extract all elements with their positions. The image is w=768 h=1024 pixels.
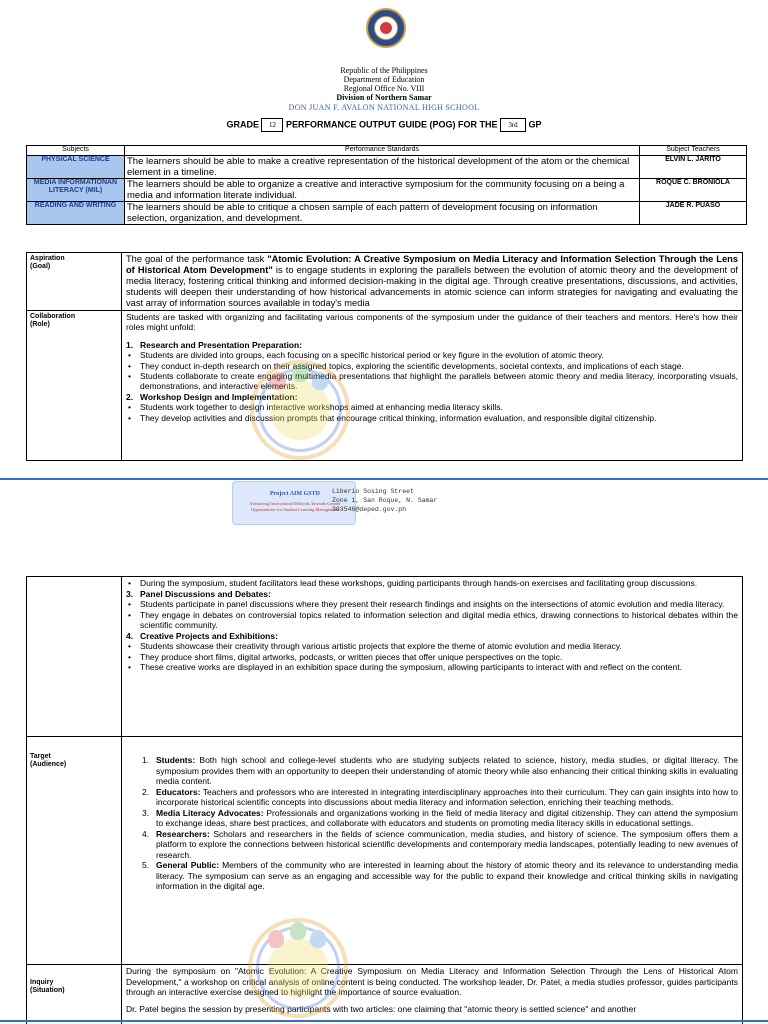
item-number: 3. <box>126 588 134 599</box>
standard-cell: The learners should be able to organize a creative and interactive symposium for the community focusing on a being a media and information literate individual. <box>125 179 640 202</box>
grade-label: GRADE <box>226 119 259 130</box>
bullet-list <box>140 641 738 673</box>
aspiration-label-title: Aspiration <box>30 255 65 262</box>
inquiry-content <box>122 965 743 1024</box>
target-label <box>27 737 122 965</box>
item-number: 1. <box>142 755 150 765</box>
header-school: DON JUAN F. AVALON NATIONAL HIGH SCHOOL <box>288 103 480 112</box>
grasps-table-page1 <box>26 252 743 461</box>
list-item <box>142 755 738 787</box>
collaboration-list <box>126 391 738 402</box>
list-item: • During the symposium, student facilitators lead these workshops, guiding participants through hands-on exercises and facilitating group discussions. <box>140 578 738 589</box>
teacher-cell: JADE R. PUASO <box>640 202 747 225</box>
collaboration-label-sub: (Role) <box>30 321 50 328</box>
footer-address <box>332 487 437 514</box>
item-title: Media Literacy Advocates: <box>156 807 264 818</box>
item-number: 2. <box>142 786 150 797</box>
list-item <box>142 807 738 829</box>
collaboration-continued-content <box>122 577 743 737</box>
collaboration-list <box>126 588 738 600</box>
table-row <box>27 156 747 179</box>
bullet-list <box>140 578 738 589</box>
col-subjects: Subjects <box>27 146 125 156</box>
item-text: Scholars and researchers in the fields of science communication, media studies, and history of science. The symposium offers them a platform to explore the connections between historical scientific developments and contemporary media landscapes, potentially leading to new avenues of research. <box>156 828 738 860</box>
item-number: 4. <box>126 630 134 641</box>
aspiration-post: is to engage students in exploring the parallels between the evolution of atomic theory and the development of media literacy, fostering critical thinking and informed decision-making in the digital age. Through creative presentations, discussions, and activities, students will deepen their understanding of how historical advancements in atomic science can inform strategies for navigating and evaluating the vast array of information sources available in today's media <box>126 265 738 308</box>
item-text: Members of the community who are interested in learning about the history of atomic theory and its relevance to understanding media literacy. The symposium can serve as an engaging and accessible way for the public to expand their knowledge and critical thinking skills in navigating information in the digital age. <box>156 860 738 891</box>
col-teachers: Subject Teachers <box>640 146 747 156</box>
item-title: Workshop Design and Implementation: <box>140 391 298 402</box>
bullet-list <box>140 599 738 631</box>
collaboration-list <box>126 339 738 350</box>
grade-value: 12 <box>261 118 283 132</box>
standards-header-row <box>27 146 747 156</box>
collaboration-continued-row <box>27 577 743 737</box>
quarter-suffix: GP <box>528 119 542 130</box>
inquiry-row <box>27 965 743 1024</box>
aspiration-content <box>122 253 743 311</box>
list-item <box>126 630 738 642</box>
inquiry-para1: During the symposium on "Atomic Evolution: A Creative Symposium on Media Literacy and Information Selection Through the Lens of Historical Atom Development," a workshop on critical analysis of online content is being conducted. The workshop leader, Dr. Patel, a media studies professor, guides participants through an interactive exercise designed to highlight the importance of source evaluation. <box>126 966 738 997</box>
task-title: "Atomic Evolution: A Creative Symposium on Media Literacy and Information Selection Through the Lens of Historical Atom Development" <box>126 254 739 275</box>
collaboration-label-title: Collaboration <box>30 313 76 320</box>
list-item: • Students participate in panel discussions where they present their research findings and insights on the intersections of atomic evolution and media literacy. <box>140 599 738 610</box>
bullet-list <box>140 402 738 423</box>
header-department: Department of Education <box>343 75 425 84</box>
target-content <box>122 737 743 965</box>
collaboration-content <box>122 311 743 461</box>
list-item: • They conduct in-depth research on their assigned topics, exploring the scientific developments, societal contexts, and implications of each stage. <box>140 361 738 371</box>
collaboration-row <box>27 311 743 461</box>
teacher-cell: ROQUE C. BRONIOLA <box>640 179 747 202</box>
bottom-divider <box>0 1020 768 1022</box>
header-region: Regional Office No. VIII <box>343 84 425 93</box>
target-row <box>27 737 743 965</box>
footer-zone: Zone 1, San Roque, N. Samar <box>332 497 438 504</box>
item-text: Teachers and professors who are interested in integrating interdisciplinary approaches into their curriculum. They can gain insights into how to incorporate historical scientific concepts into discussions about media literacy and information selection, enriching their teaching methods. <box>156 786 738 807</box>
footer-email: 303546@deped.gov.ph <box>332 506 407 513</box>
item-title: Students: <box>156 755 196 765</box>
list-item: • Students work together to design interactive workshops aimed at enhancing media literacy skills. <box>140 402 738 412</box>
table-row <box>27 179 747 202</box>
pog-title: PERFORMANCE OUTPUT GUIDE (POG) FOR THE <box>286 119 498 130</box>
aspiration-row <box>27 253 743 311</box>
table-row <box>27 202 747 225</box>
list-item: • These creative works are displayed in an exhibition space during the symposium, allowing participants to interact with and reflect on the content. <box>140 662 738 673</box>
aspiration-pre: The goal of the performance task <box>126 254 268 264</box>
item-title: General Public: <box>156 860 220 870</box>
subject-cell: READING AND WRITING <box>27 202 125 225</box>
standard-cell: The learners should be able to critique a chosen sample of each pattern of development focusing on information selection, organization, and development. <box>125 202 640 225</box>
list-item: • Students are divided into groups, each focusing on a specific historical period or key figure in the evolution of atomic theory. <box>140 350 738 360</box>
empty-label-cell <box>27 577 122 737</box>
item-number: 5. <box>142 860 150 870</box>
list-item <box>142 860 738 892</box>
col-standards: Performance Standards <box>125 146 640 156</box>
item-title: Researchers: <box>156 828 210 839</box>
aspiration-label <box>27 253 122 311</box>
bullet-list <box>140 350 738 392</box>
inquiry-label-sub: (Situation) <box>30 987 65 994</box>
item-number: 3. <box>142 807 150 818</box>
footer-divider <box>0 478 768 480</box>
list-item <box>126 588 738 600</box>
item-number: 1. <box>126 339 134 350</box>
item-number: 2. <box>126 391 134 402</box>
item-text: Both high school and college-level students who are studying subjects related to science, history, media studies, or digital literacy. The symposium provides them with an opportunity to deepen their understanding of atomic theory while also enhancing their critical thinking skills in evaluating media content. <box>156 755 738 786</box>
grasps-table-page2 <box>26 576 743 1024</box>
deped-seal-icon <box>366 8 406 48</box>
list-item <box>142 786 738 808</box>
list-item: • Students collaborate to create engaging multimedia presentations that highlight the parallels between atomic theory and media literacy, incorporating visuals, demonstrations, and interactive elements. <box>140 371 738 392</box>
item-title: Creative Projects and Exhibitions: <box>140 630 278 641</box>
item-title: Research and Presentation Preparation: <box>140 339 303 350</box>
inquiry-para2: Dr. Patel begins the session by presenting participants with two articles: one claiming that "atomic theory is settled science" and another <box>126 1003 637 1014</box>
footer-tagline: Advancing Instructional Methods Towards Greater Opportunities for Student Learning Management <box>249 501 341 512</box>
header-republic: Republic of the Philippines <box>340 66 428 75</box>
audience-list <box>142 755 738 892</box>
collaboration-intro: Students are tasked with organizing and facilitating various components of the symposium under the guidance of their teachers and mentors. Here's how their roles might unfold: <box>126 312 738 333</box>
list-item <box>142 828 738 861</box>
inquiry-label <box>27 965 122 1024</box>
item-number: 4. <box>142 828 150 839</box>
list-item: • They produce short films, digital artworks, podcasts, or written pieces that offer unique perspectives on the topic. <box>140 652 738 663</box>
subject-cell: PHYSICAL SCIENCE <box>27 156 125 179</box>
target-label-sub: (Audience) <box>30 761 67 768</box>
list-item: • Students showcase their creativity through various artistic projects that explore the theme of atomic evolution and media literacy. <box>140 641 738 652</box>
target-label-title: Target <box>30 753 51 760</box>
footer-project: Project AIM GSTD <box>270 491 320 497</box>
list-item: • They engage in debates on controversial topics related to information selection and digital media ethics, drawing connections to historical debates within the scientific community. <box>140 610 738 631</box>
aspiration-label-sub: (Goal) <box>30 263 51 270</box>
teacher-cell: ELVIN L. JARITO <box>640 156 747 179</box>
header-division: Division of Northern Samar <box>336 93 432 102</box>
pog-title-line <box>0 118 768 132</box>
inquiry-label-title: Inquiry <box>30 979 54 986</box>
standard-cell: The learners should be able to make a creative representation of the historical development of the atom or the chemical element in a timeline. <box>125 156 640 179</box>
item-title: Panel Discussions and Debates: <box>140 588 271 599</box>
footer-street: Liberio Sosing Street <box>332 488 414 495</box>
list-item: • They develop activities and discussion prompts that encourage critical thinking, information evaluation, and responsible digital citizenship. <box>140 413 738 423</box>
list-item <box>126 339 738 350</box>
subject-cell: MEDIA INFORMATIONAN LITERACY (MIL) <box>27 179 125 202</box>
quarter-value: 3rd <box>500 118 526 132</box>
standards-table <box>26 145 747 225</box>
list-item <box>126 391 738 402</box>
collaboration-list <box>126 630 738 642</box>
item-title: Educators: <box>156 786 201 797</box>
collaboration-label <box>27 311 122 461</box>
item-text: Professionals and organizations working in the field of media literacy and digital citizenship. They can attend the symposium to exchange ideas, share best practices, and collaborate with educators and students on promoting media literacy skills in educational settings. <box>156 807 738 828</box>
